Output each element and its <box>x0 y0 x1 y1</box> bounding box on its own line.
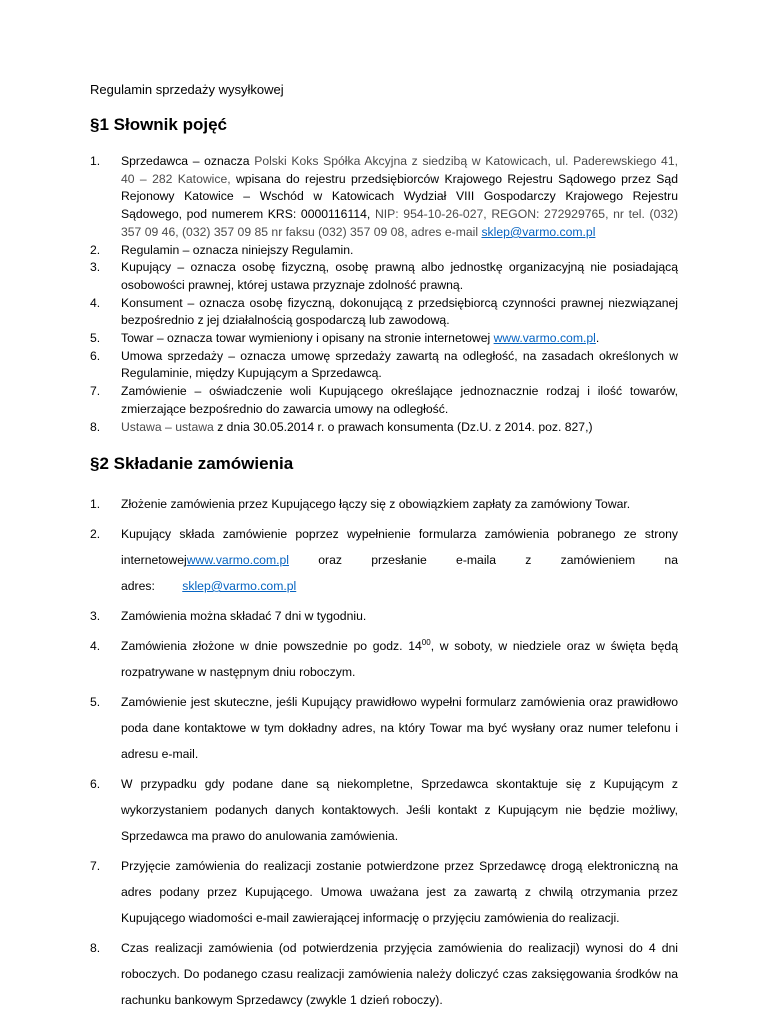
item-number: 6. <box>90 777 101 791</box>
list-item <box>90 419 678 437</box>
item-text: Polski Koks Spółka Akcyjna z siedzibą w Katowicach, ul. Paderewskiego 41, 40 – 282 Katowice, <box>121 154 678 186</box>
item-text: Regulamin – oznacza niniejszy Regulamin. <box>121 242 354 257</box>
list-item <box>90 771 678 849</box>
item-number: 3. <box>90 609 101 623</box>
item-text: Złożenie zamówienia przez Kupującego łączy się z obowiązkiem zapłaty za zamówiony Towar. <box>121 497 631 511</box>
item-number: 8. <box>90 941 101 955</box>
item-text: W przypadku gdy podane dane są niekompletne, Sprzedawca skontaktuje się z Kupującym z wykorzystaniem podanych danych kontaktowych. Jeśli kontakt z Kupującym nie będzie możliwy, Sprzedawca ma prawo do anulowania zamówienia. <box>121 777 678 843</box>
item-number: 4. <box>90 295 101 310</box>
list-item <box>90 491 678 517</box>
item-text: , w soboty, w niedziele oraz w święta będą rozpatrywane w następnym dniu roboczym. <box>121 639 678 679</box>
section-1-heading: §1 Słownik pojęć <box>90 115 227 134</box>
website-link[interactable]: www.varmo.com.pl <box>493 331 596 346</box>
item-text: Zamówienie – oświadczenie woli Kupującego określające jednoznacznie rodzaj i ilość towarów, zmierzające bezpośrednio do zawarcia umowy na odległość. <box>121 384 678 416</box>
list-item <box>90 689 678 767</box>
item-text: Zamówienie jest skuteczne, jeśli Kupujący prawidłowo wypełni formularz zamówienia oraz prawidłowo poda dane kontaktowe w tym dokładny adres, na który Towar ma być wysłany oraz numer telefonu i adresu e-mail. <box>121 695 678 761</box>
email-link[interactable]: sklep@varmo.com.pl <box>481 224 596 239</box>
item-text: Sprzedawca – oznacza <box>121 154 255 168</box>
website-link[interactable]: www.varmo.com.pl <box>186 553 289 567</box>
item-number: 3. <box>90 260 101 275</box>
list-item <box>90 521 678 599</box>
item-text: Ustawa – ustawa <box>121 419 218 434</box>
item-text: Kupujący składa zamówienie poprzez wypełnienie formularza zamówienia pobranego ze strony internetowej <box>121 527 678 567</box>
item-text: Umowa sprzedaży – oznacza umowę sprzedaży zawartą na odległość, na zasadach określonych w Regulaminie, między Kupującym a Sprzedawcą. <box>121 348 678 381</box>
list-item <box>90 242 678 260</box>
document-title: Regulamin sprzedaży wysyłkowej <box>90 82 284 97</box>
item-text: z dnia 30.05.2014 r. o prawach konsumenta (Dz.U. z 2014. poz. 827,) <box>217 419 593 434</box>
list-item <box>90 259 678 294</box>
item-number: 1. <box>90 154 101 168</box>
list-item <box>90 153 678 242</box>
list-item <box>90 633 678 685</box>
item-text: Towar – oznacza towar wymieniony i opisany na stronie internetowej <box>121 331 494 346</box>
item-number: 2. <box>90 527 101 541</box>
list-item <box>90 935 678 1013</box>
item-number: 5. <box>90 695 101 709</box>
item-number: 8. <box>90 419 101 434</box>
list-item <box>90 383 678 418</box>
section-1-list <box>90 153 678 436</box>
item-text: Przyjęcie zamówienia do realizacji zostanie potwierdzone przez Sprzedawcę drogą elektroniczną na adres podany przez Kupującego. Umowa uważana jest za zawartą z chwilą otrzymania przez Kupującego wiadomości e-mail zawierającej informację o przyjęciu zamówienia do realizacji. <box>121 859 678 925</box>
item-number: 2. <box>90 242 101 257</box>
item-text: Czas realizacji zamówienia (od potwierdzenia przyjęcia zamówienia do realizacji) wynosi do 4 dni roboczych. Do podanego czasu realizacji zamówienia należy doliczyć czas zaksięgowania środków na rachunku bankowym Sprzedawcy (zwykle 1 dzień roboczy). <box>121 941 678 1007</box>
item-number: 6. <box>90 348 101 363</box>
superscript: 00 <box>421 637 431 647</box>
item-number: 1. <box>90 497 101 511</box>
item-number: 4. <box>90 639 101 653</box>
item-text: Zamówienia złożone w dnie powszednie po godz. 14 <box>121 639 422 653</box>
item-text: Zamówienia można składać 7 dni w tygodniu. <box>121 609 367 623</box>
item-text: Konsument – oznacza osobę fizyczną, dokonującą z przedsiębiorcą czynności prawnej niezwiązanej bezpośrednio z jej działalnością gospodarczą lub zawodową. <box>121 295 678 328</box>
list-item <box>90 295 678 330</box>
list-item <box>90 330 678 348</box>
item-text: oraz przesłanie e-maila z zamówieniem na adres: <box>121 553 678 593</box>
list-item <box>90 603 678 629</box>
item-text: wpisana do rejestru przedsiębiorców Krajowego Rejestru Sądowego przez Sąd Rejonowy Katowice – Wschód w Katowicach Wydział VIII Gospodarczy Krajowego Rejestru Sądowego, pod numerem KRS: 0000116114, <box>121 171 678 222</box>
section-2-list <box>90 491 678 1017</box>
list-item <box>90 348 678 383</box>
list-item <box>90 853 678 931</box>
item-number: 7. <box>90 384 101 399</box>
section-2-heading: §2 Składanie zamówienia <box>90 454 294 473</box>
item-number: 7. <box>90 859 101 873</box>
item-text: . <box>595 331 600 346</box>
email-link[interactable]: sklep@varmo.com.pl <box>182 579 297 593</box>
item-text: NIP: 954-10-26-027, REGON: 272929765, nr tel. (032) 357 09 46, (032) 357 09 85 nr faksu (032) 357 09 08, adres e-mail <box>121 207 678 239</box>
item-number: 5. <box>90 331 101 346</box>
item-text: Kupujący – oznacza osobę fizyczną, osobę prawną albo jednostkę organizacyjną nie posiadającą osobowości prawnej, której ustawa przyznaje zdolność prawną. <box>121 260 678 292</box>
